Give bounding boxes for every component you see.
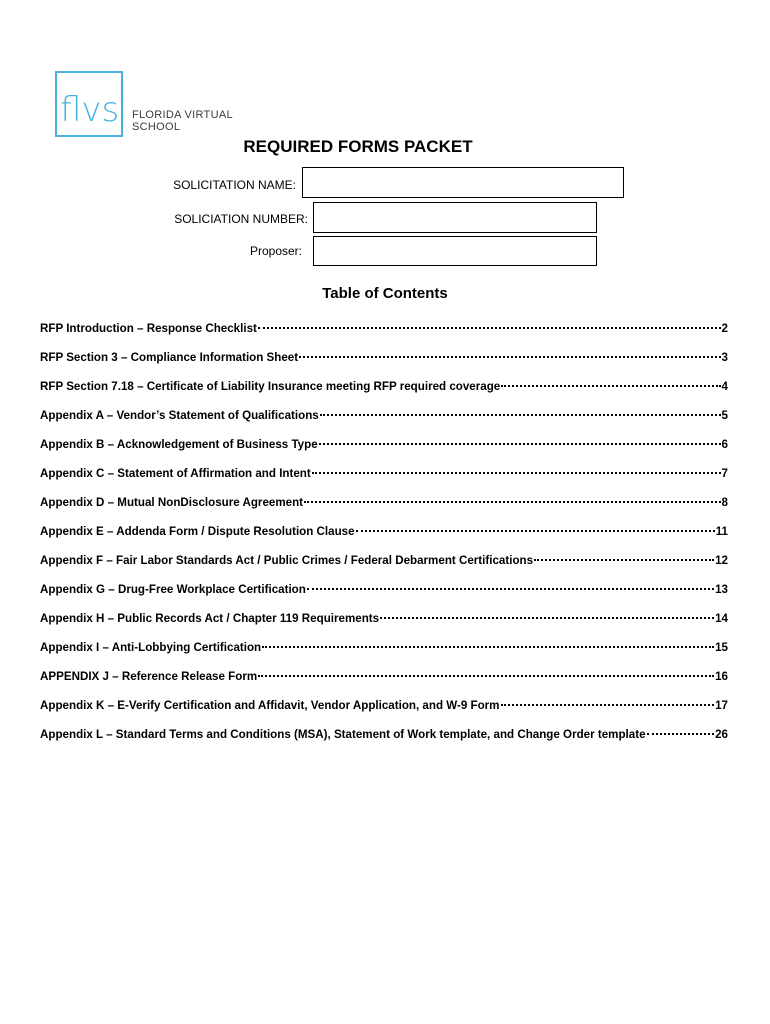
solicitation-number-label: SOLICIATION NUMBER: [174,212,308,226]
proposer-label: Proposer: [249,244,302,258]
toc-entry[interactable] [40,494,728,512]
toc-entry-page: 26 [715,728,728,741]
toc-dot-leader [312,472,721,474]
toc-entry-label: Appendix L – Standard Terms and Conditions (MSA), Statement of Work template, and Change Order template [40,728,646,741]
toc-entry-page: 5 [721,409,728,422]
toc-entry-page: 16 [715,670,728,683]
toc-dot-leader [307,588,714,590]
toc-dot-leader [534,559,714,561]
toc-entry-label: RFP Section 7.18 – Certificate of Liability Insurance meeting RFP required coverage [40,380,501,393]
toc-entry-label: Appendix I – Anti-Lobbying Certification [40,641,262,654]
toc-entry[interactable] [40,523,728,541]
solicitation-name-field[interactable] [302,167,624,198]
toc-entry-label: Appendix E – Addenda Form / Dispute Resolution Clause [40,525,355,538]
toc-entry[interactable] [40,378,728,396]
toc-entry-page: 17 [715,699,728,712]
toc-dot-leader [501,385,720,387]
toc-dot-leader [647,733,715,735]
toc-entry[interactable] [40,581,728,599]
toc-entry[interactable] [40,465,728,483]
toc-entry[interactable] [40,697,728,715]
solicitation-name-label: SOLICITATION NAME: [173,178,296,192]
toc-dot-leader [319,443,721,445]
toc-entry[interactable] [40,407,728,425]
logo-name-line1: FLORIDA VIRTUAL [132,109,233,121]
logo-mark: flvs [60,90,120,130]
toc-entry-page: 2 [721,322,728,335]
toc-entry-label: Appendix C – Statement of Affirmation and Intent [40,467,311,480]
toc-entry-label: Appendix D – Mutual NonDisclosure Agreement [40,496,304,509]
toc-entry-label: Appendix F – Fair Labor Standards Act / Public Crimes / Federal Debarment Certifications [40,554,534,567]
toc-entry-page: 14 [715,612,728,625]
toc-entry-label: Appendix H – Public Records Act / Chapter 119 Requirements [40,612,380,625]
toc-entry[interactable] [40,436,728,454]
toc-entry-label: Appendix G – Drug-Free Workplace Certification [40,583,306,596]
toc-dot-leader [258,327,721,329]
toc-entry-label: APPENDIX J – Reference Release Form [40,670,258,683]
toc-dot-leader [262,646,714,648]
toc-entry-label: Appendix B – Acknowledgement of Business Type [40,438,318,451]
toc-entry-page: 15 [715,641,728,654]
toc-entry[interactable] [40,552,728,570]
toc-dot-leader [299,356,720,358]
toc-dot-leader [356,530,715,532]
toc-dot-leader [304,501,721,503]
toc-entry-page: 4 [721,380,728,393]
toc-dot-leader [380,617,714,619]
toc-entry-page: 6 [721,438,728,451]
solicitation-number-field[interactable] [313,202,597,233]
toc-entry-label: RFP Section 3 – Compliance Information Sheet [40,351,299,364]
toc-entry-page: 13 [715,583,728,596]
logo-name-line2: SCHOOL [132,121,181,133]
toc-dot-leader [501,704,715,706]
page-title: REQUIRED FORMS PACKET [243,137,473,156]
logo-name [132,109,272,133]
toc-entry-label: Appendix K – E-Verify Certification and Affidavit, Vendor Application, and W-9 Form [40,699,500,712]
toc-entry-page: 8 [721,496,728,509]
toc-entry[interactable] [40,668,728,686]
toc-entry-label: RFP Introduction – Response Checklist [40,322,257,335]
proposer-field[interactable] [313,236,597,266]
toc-entry[interactable] [40,639,728,657]
toc-entry[interactable] [40,349,728,367]
toc-entry[interactable] [40,610,728,628]
toc-entry-page: 11 [715,525,728,538]
toc-entry[interactable] [40,726,728,744]
toc-entry-page: 7 [721,467,728,480]
toc-entry-page: 3 [721,351,728,364]
toc-entry-label: Appendix A – Vendor’s Statement of Qualifications [40,409,319,422]
toc-title: Table of Contents [322,285,448,302]
toc-dot-leader [258,675,714,677]
toc-entry[interactable] [40,320,728,338]
toc-entry-page: 12 [715,554,728,567]
toc-dot-leader [320,414,721,416]
